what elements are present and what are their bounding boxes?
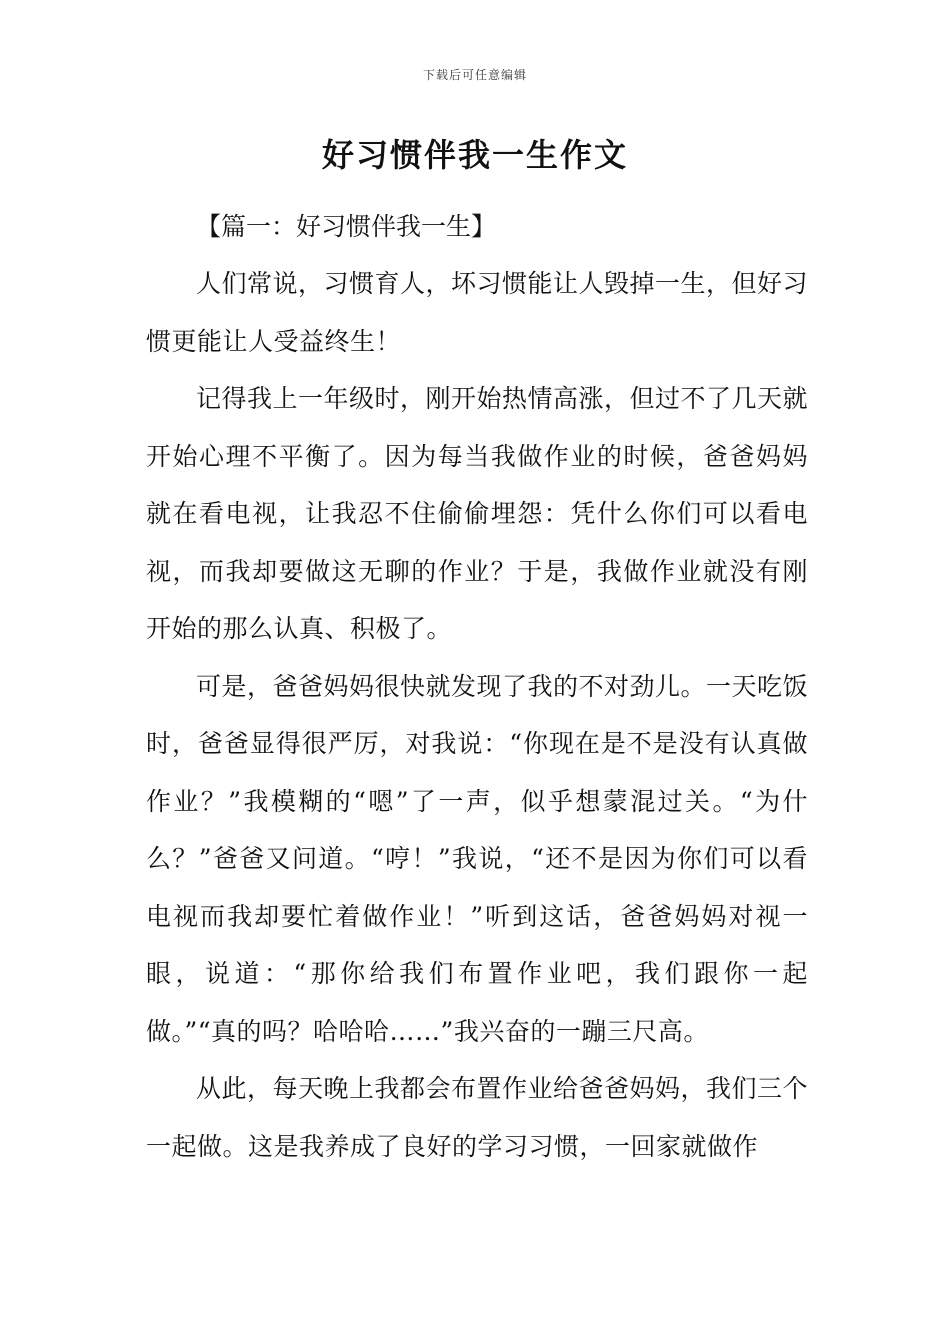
header-note: 下载后可任意编辑 [422, 68, 527, 82]
section-heading: 【篇一：好习惯伴我一生】 [196, 212, 497, 241]
document-body [146, 198, 808, 1175]
paragraph-1: 人们常说，习惯育人，坏习惯能让人毁掉一生，但好习惯更能让人受益终生！ [146, 269, 809, 356]
paragraph-4: 从此，每天晚上我都会布置作业给爸爸妈妈，我们三个一起做。这是我养成了良好的学习习惯，一回家就做作 [146, 1074, 809, 1161]
paragraph-3: 可是，爸爸妈妈很快就发现了我的不对劲儿。一天吃饭时，爸爸显得很严厉，对我说：“你现在是不是没有认真做作业？”我模糊的“嗯”了一声，似乎想蒙混过关。“为什么？”爸爸又问道。“哼！”我说，“还不是因为你们可以看电视而我却要忙着做作业！”听到这话，爸爸妈妈对视一眼，说道：“那你给我们布置作业吧，我们跟你一起做。”“真的吗？哈哈哈……”我兴奋的一蹦三尺高。 [146, 671, 809, 1046]
document-title: 好习惯伴我一生作文 [321, 136, 628, 174]
paragraph-2: 记得我上一年级时，刚开始热情高涨，但过不了几天就开始心理不平衡了。因为每当我做作业的时候，爸爸妈妈就在看电视，让我忍不住偷偷埋怨：凭什么你们可以看电视，而我却要做这无聊的作业？于是，我做作业就没有刚开始的那么认真、积极了。 [146, 384, 809, 643]
